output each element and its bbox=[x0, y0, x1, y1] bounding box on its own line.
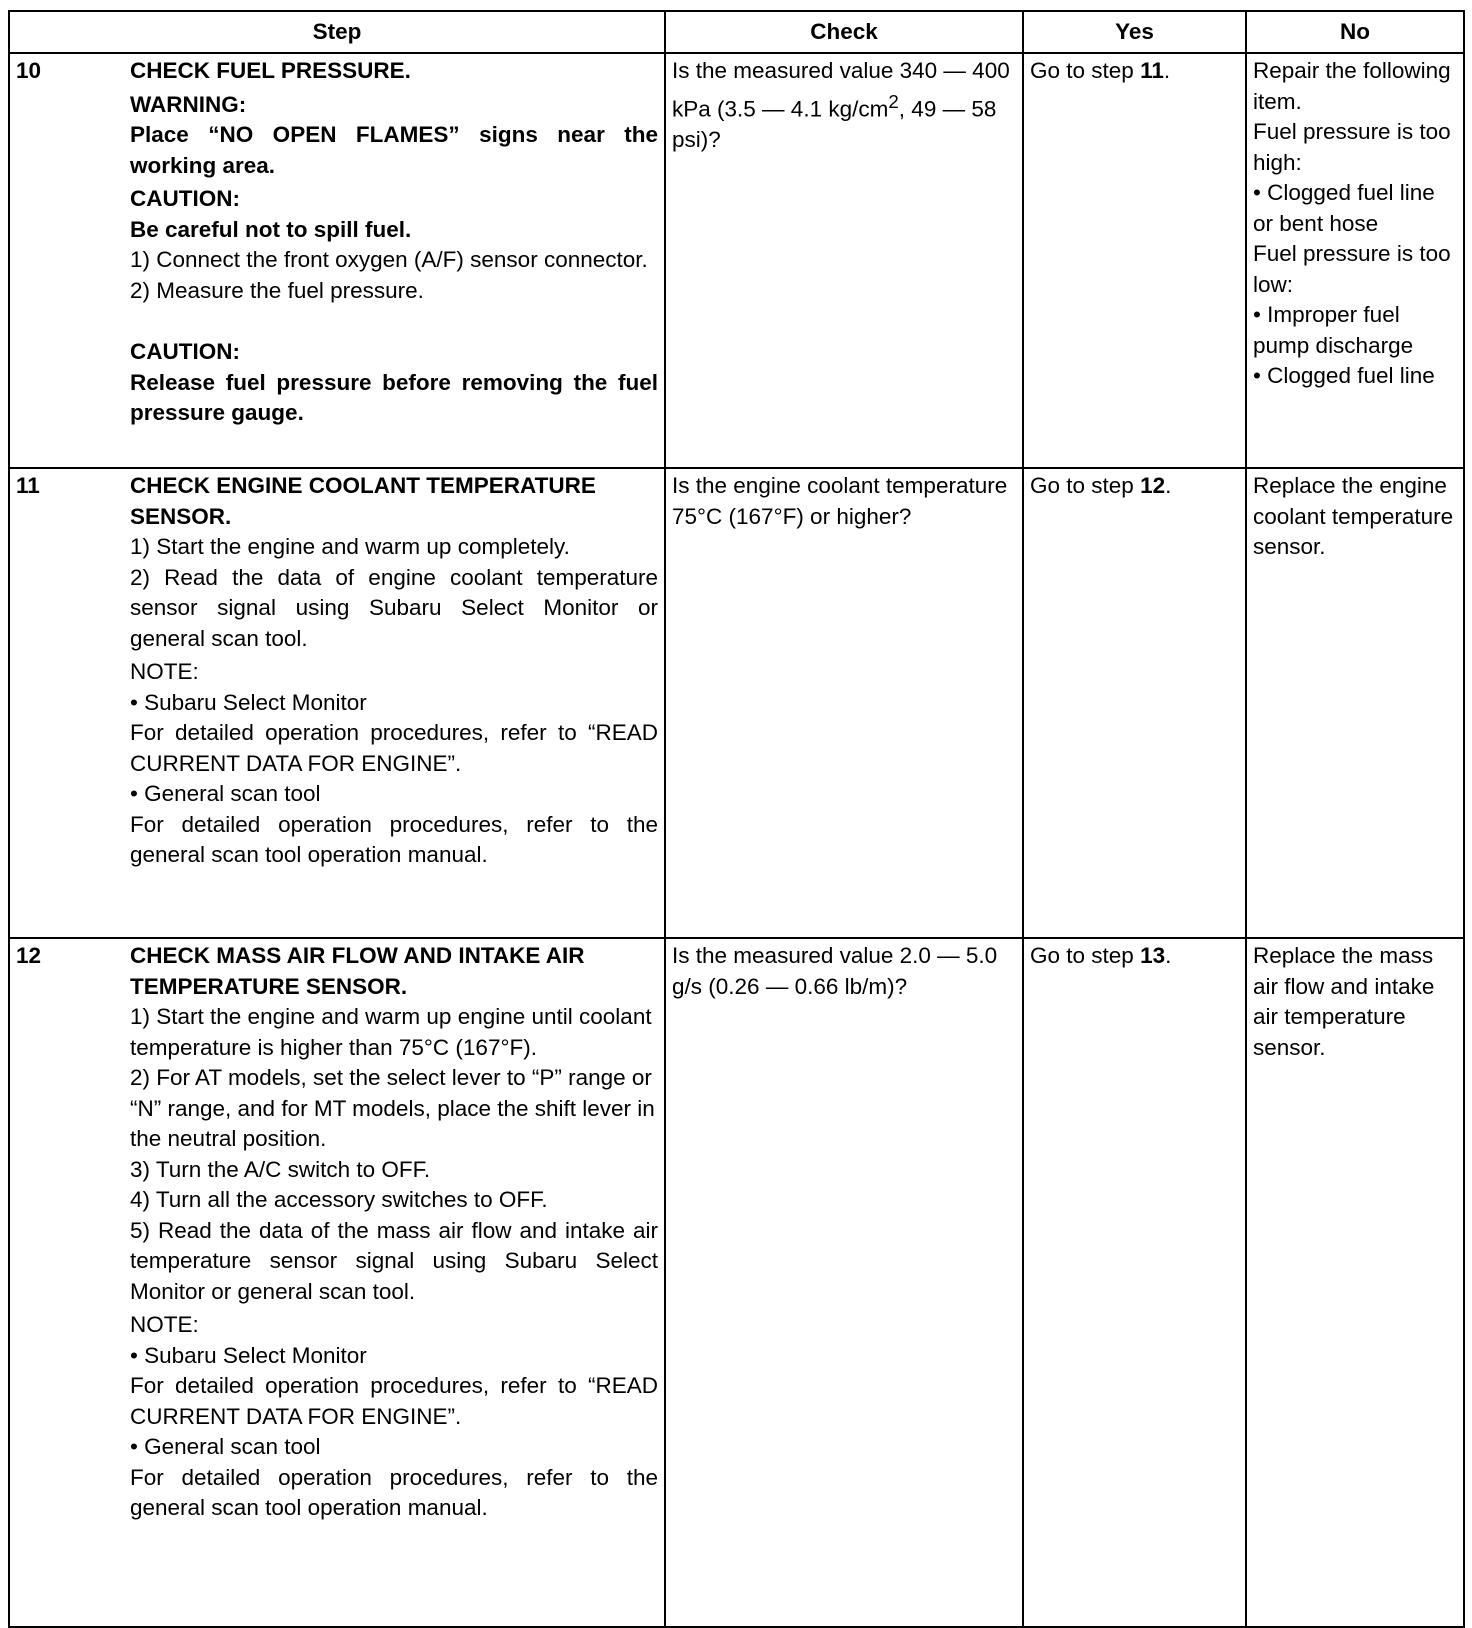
caution-text: Release fuel pressure before removing the fuel pressure gauge. bbox=[130, 369, 659, 425]
procedure-step: 1) Start the engine and warm up completely. bbox=[130, 534, 570, 560]
yes-step-number: 13 bbox=[1140, 943, 1166, 969]
no-text: Fuel pressure is too low: bbox=[1253, 241, 1451, 297]
step-cell bbox=[130, 938, 665, 1627]
caution-label: CAUTION: bbox=[130, 186, 240, 211]
step-title: CHECK ENGINE COOLANT TEMPERATURE SENSOR. bbox=[130, 473, 596, 529]
check-text-end: , 49 — 58 psi)? bbox=[672, 96, 997, 152]
yes-text-end: . bbox=[1165, 473, 1172, 499]
no-text: Fuel pressure is too high: bbox=[1253, 119, 1451, 175]
note-bullet: • Subaru Select Monitor bbox=[130, 689, 367, 715]
note-text: For detailed operation procedures, refer to “READ CURRENT DATA FOR ENGINE”. bbox=[130, 720, 659, 776]
note-label: NOTE: bbox=[130, 1312, 199, 1338]
check-text: Is the engine coolant temperature 75°C (167°F) or higher? bbox=[672, 473, 1008, 529]
warning-label: WARNING: bbox=[130, 91, 247, 117]
no-bullet: • Clogged fuel line bbox=[1253, 363, 1435, 388]
no-cell bbox=[1246, 53, 1464, 468]
superscript: 2 bbox=[888, 90, 899, 112]
check-text: Is the measured value 2.0 — 5.0 g/s (0.26 — 0.66 lb/m)? bbox=[672, 943, 998, 999]
warning-text: Place “NO OPEN FLAMES” signs near the working area. bbox=[130, 122, 659, 178]
procedure-step: 2) Measure the fuel pressure. bbox=[130, 277, 424, 303]
note-text: For detailed operation procedures, refer to the general scan tool operation manual. bbox=[130, 811, 659, 868]
yes-text: Go to step bbox=[1030, 943, 1141, 969]
header-check: Check bbox=[665, 11, 1023, 53]
note-bullet: • Subaru Select Monitor bbox=[130, 1342, 367, 1368]
yes-cell bbox=[1023, 938, 1246, 1627]
check-cell bbox=[665, 468, 1023, 938]
caution-label: CAUTION: bbox=[130, 339, 240, 364]
header-yes: Yes bbox=[1023, 11, 1246, 53]
note-bullet: • General scan tool bbox=[130, 781, 321, 807]
check-text: Is the measured value 340 — 400 kPa (3.5 — 4.1 kg/cm bbox=[672, 58, 1010, 121]
yes-text: Go to step bbox=[1030, 58, 1141, 83]
step-cell bbox=[130, 468, 665, 938]
note-bullet: • General scan tool bbox=[130, 1434, 321, 1460]
caution-text: Be careful not to spill fuel. bbox=[130, 216, 412, 242]
procedure-step: 4) Turn all the accessory switches to OFF. bbox=[130, 1187, 548, 1213]
no-cell bbox=[1246, 938, 1464, 1627]
no-text: Repair the following item. bbox=[1253, 58, 1451, 114]
step-number: 11 bbox=[9, 468, 130, 938]
no-cell bbox=[1246, 468, 1464, 938]
procedure-step: 2) For AT models, set the select lever to “P” range or “N” range, and for MT models, place the shift lever in the neutral position. bbox=[130, 1065, 655, 1152]
step-title: CHECK MASS AIR FLOW AND INTAKE AIR TEMPERATURE SENSOR. bbox=[130, 943, 585, 999]
note-text: For detailed operation procedures, refer to the general scan tool operation manual. bbox=[130, 1464, 659, 1521]
yes-cell bbox=[1023, 53, 1246, 468]
yes-text: Go to step bbox=[1030, 473, 1141, 499]
procedure-step: 1) Connect the front oxygen (A/F) sensor connector. bbox=[130, 247, 648, 272]
note-text: For detailed operation procedures, refer to “READ CURRENT DATA FOR ENGINE”. bbox=[130, 1373, 659, 1429]
check-cell bbox=[665, 938, 1023, 1627]
table-row bbox=[9, 468, 1464, 938]
procedure-step: 3) Turn the A/C switch to OFF. bbox=[130, 1156, 431, 1182]
header-no: No bbox=[1246, 11, 1464, 53]
step-number: 12 bbox=[9, 938, 130, 1627]
check-cell bbox=[665, 53, 1023, 468]
no-text: Replace the mass air flow and intake air temperature sensor. bbox=[1253, 943, 1435, 1060]
no-bullet: • Improper fuel pump discharge bbox=[1253, 302, 1414, 358]
procedure-step: 1) Start the engine and warm up engine until coolant temperature is higher than 75°C (167°F). bbox=[130, 1004, 652, 1060]
table-row bbox=[9, 53, 1464, 468]
step-title: CHECK FUEL PRESSURE. bbox=[130, 58, 411, 83]
procedure-step: 5) Read the data of the mass air flow and intake air temperature sensor signal using Subaru Select Monitor or general scan tool. bbox=[130, 1217, 659, 1304]
step-number: 10 bbox=[9, 53, 130, 468]
yes-step-number: 11 bbox=[1140, 58, 1164, 83]
step-cell bbox=[130, 53, 665, 468]
procedure-step: 2) Read the data of engine coolant temperature sensor signal using Subaru Select Monitor or general scan tool. bbox=[130, 564, 659, 651]
yes-cell bbox=[1023, 468, 1246, 938]
no-text: Replace the engine coolant temperature sensor. bbox=[1253, 473, 1454, 560]
yes-step-number: 12 bbox=[1140, 473, 1166, 499]
yes-text-end: . bbox=[1163, 58, 1171, 83]
header-step: Step bbox=[9, 11, 665, 53]
no-bullet: • Clogged fuel line or bent hose bbox=[1253, 180, 1435, 236]
table-row bbox=[9, 938, 1464, 1627]
table-header-row bbox=[9, 11, 1464, 53]
yes-text-end: . bbox=[1165, 943, 1172, 969]
diagnostic-table bbox=[8, 10, 1465, 1628]
note-label: NOTE: bbox=[130, 659, 199, 685]
